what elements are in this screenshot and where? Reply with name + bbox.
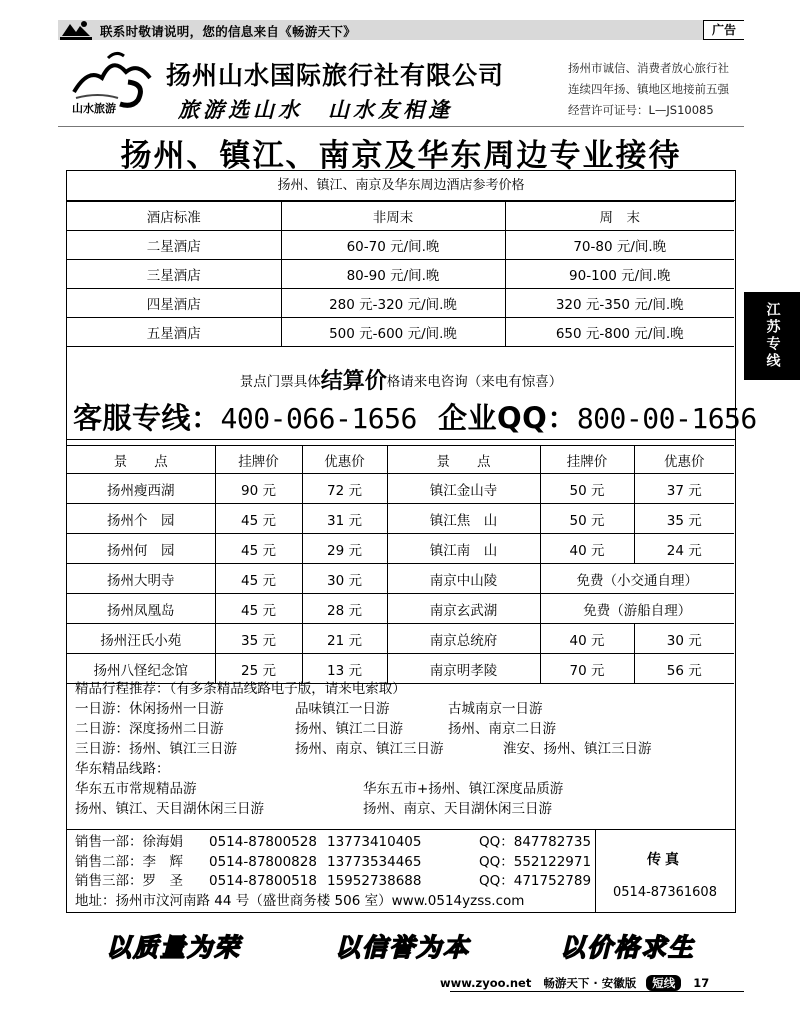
fax-box <box>595 829 734 913</box>
discount-price: 30 元 <box>634 624 734 654</box>
list-price: 35 元 <box>215 624 302 654</box>
credential-line: 扬州市诚信、消费者放心旅行社 <box>568 61 729 75</box>
footer-website: www.zyoo.net <box>440 976 532 990</box>
itinerary-item: 一日游：休闲扬州一日游 <box>75 701 224 717</box>
list-price: 40 元 <box>540 624 634 654</box>
enterprise-qq-label: 企业QQ： <box>438 401 577 435</box>
list-price: 70 元 <box>540 654 634 684</box>
hotel-grade: 五星酒店 <box>67 318 281 347</box>
motto-price: 以价格求生 <box>560 933 696 962</box>
east-china-header: 华东精品线路： <box>75 761 170 777</box>
scenic-spot: 扬州大明寺 <box>67 564 215 594</box>
list-price: 90 元 <box>215 474 302 504</box>
scenic-spot: 扬州何 园 <box>67 534 215 564</box>
weekend-price: 650 元-800 元/间.晚 <box>505 318 734 347</box>
itinerary-item: 扬州、镇江、天目湖休闲三日游 <box>75 801 264 817</box>
sales-qq: QQ：847782735 <box>479 834 592 850</box>
sales-dept: 销售一部：徐海娟 <box>75 834 183 850</box>
page-number: 17 <box>693 976 710 990</box>
source-notice: 联系时敬请说明，您的信息来自《畅游天下》 <box>100 24 357 39</box>
weekday-price: 60-70 元/间.晚 <box>281 231 505 260</box>
motto-reputation: 以信誉为本 <box>335 933 471 962</box>
itinerary-item: 品味镇江一日游 <box>295 701 390 717</box>
table-row <box>67 289 734 318</box>
discount-price: 37 元 <box>634 474 734 504</box>
itinerary-item: 华东五市常规精品游 <box>75 781 197 797</box>
sales-mobile: 13773534465 <box>327 853 422 870</box>
scenic-spot: 南京中山陵 <box>387 564 540 594</box>
table-header-row <box>67 202 734 231</box>
table-row <box>67 564 734 594</box>
free-admission-note: 免费（小交通自理） <box>540 564 734 594</box>
column-header: 挂牌价 <box>540 446 634 474</box>
weekday-price: 80-90 元/间.晚 <box>281 260 505 289</box>
discount-price: 13 元 <box>302 654 387 684</box>
agency-address: 地址：扬州市汶河南路 44 号（盛世商务楼 506 室）www.0514yzss.com <box>75 892 525 909</box>
table-row <box>67 534 734 564</box>
discount-price: 31 元 <box>302 504 387 534</box>
column-header: 周 末 <box>505 202 734 231</box>
weekday-price: 280 元-320 元/间.晚 <box>281 289 505 318</box>
column-header: 优惠价 <box>634 446 734 474</box>
service-hotline <box>73 396 757 437</box>
sales-phone: 0514-87800528 <box>209 834 317 850</box>
itinerary-item: 扬州、南京二日游 <box>448 721 556 737</box>
table-row <box>67 474 734 504</box>
discount-price: 72 元 <box>302 474 387 504</box>
scenic-spot: 镇江南 山 <box>387 534 540 564</box>
hotel-price-title: 扬州、镇江、南京及华东周边酒店参考价格 <box>277 178 525 193</box>
agency-header <box>58 42 744 127</box>
scenic-spot: 南京明孝陵 <box>387 654 540 684</box>
credential-line: 经营许可证号：L—JS10085 <box>568 103 714 117</box>
list-price: 25 元 <box>215 654 302 684</box>
credential-line: 连续四年扬、镇地区地接前五强 <box>568 82 729 96</box>
weekend-price: 90-100 元/间.晚 <box>505 260 734 289</box>
itinerary-item: 扬州、南京、天目湖休闲三日游 <box>363 801 552 817</box>
list-price: 40 元 <box>540 534 634 564</box>
sales-dept: 销售二部：李 辉 <box>75 853 183 870</box>
sales-phone: 0514-87800828 <box>209 853 317 870</box>
table-row <box>67 594 734 624</box>
scenic-spot: 扬州八怪纪念馆 <box>67 654 215 684</box>
list-price: 45 元 <box>215 564 302 594</box>
itinerary-header: 精品行程推荐：（有多条精品线路电子版，请来电索取） <box>75 681 406 697</box>
discount-price: 21 元 <box>302 624 387 654</box>
publication-logo-icon <box>58 18 94 42</box>
list-price: 50 元 <box>540 504 634 534</box>
scenic-spot: 扬州个 园 <box>67 504 215 534</box>
footer-section-badge: 短线 <box>646 975 681 991</box>
scenic-spot: 扬州瘦西湖 <box>67 474 215 504</box>
fax-title: 传真 <box>647 852 683 868</box>
sales-qq: QQ：552122971 <box>479 853 592 870</box>
discount-price: 24 元 <box>634 534 734 564</box>
itinerary-item: 扬州、镇江二日游 <box>295 721 403 737</box>
hotel-grade: 四星酒店 <box>67 289 281 318</box>
itinerary-item: 华东五市+扬州、镇江深度品质游 <box>363 781 564 797</box>
ad-content-frame <box>66 170 757 913</box>
scenic-spot: 镇江焦 山 <box>387 504 540 534</box>
itinerary-item: 三日游：扬州、镇江三日游 <box>75 741 237 757</box>
scenic-spot: 镇江金山寺 <box>387 474 540 504</box>
footer-rule <box>450 991 744 992</box>
discount-price: 56 元 <box>634 654 734 684</box>
list-price: 45 元 <box>215 534 302 564</box>
column-header: 非周末 <box>281 202 505 231</box>
ad-tag: 广告 <box>703 20 744 40</box>
itinerary-item: 扬州、南京、镇江三日游 <box>295 741 444 757</box>
column-header: 景 点 <box>387 446 540 474</box>
column-header: 景 点 <box>67 446 215 474</box>
scenic-ticket-table <box>67 445 734 684</box>
scenic-spot: 扬州凤凰岛 <box>67 594 215 624</box>
section-tab: 江苏专线 <box>744 292 800 380</box>
sales-contacts <box>67 829 734 913</box>
hotel-grade: 三星酒店 <box>67 260 281 289</box>
scenic-spot: 南京总统府 <box>387 624 540 654</box>
sales-qq: QQ：471752789 <box>479 873 592 889</box>
discount-price: 35 元 <box>634 504 734 534</box>
company-slogan: 旅游选山水 山水友相逢 <box>178 97 453 122</box>
consult-text: 格请来电咨询（来电有惊喜） <box>386 374 563 390</box>
column-header: 优惠价 <box>302 446 387 474</box>
sales-mobile: 13773410405 <box>327 834 422 850</box>
hotel-price-table <box>67 201 734 347</box>
itinerary-item: 二日游：深度扬州二日游 <box>75 721 224 737</box>
agency-credentials <box>568 58 729 121</box>
hotel-grade: 二星酒店 <box>67 231 281 260</box>
table-header-row <box>67 446 734 474</box>
sales-dept: 销售三部：罗 圣 <box>75 873 183 889</box>
sales-mobile: 15952738688 <box>327 873 422 889</box>
footer-publication: 畅游天下 · 安徽版 <box>543 976 637 990</box>
company-name: 扬州山水国际旅行社有限公司 <box>166 61 505 90</box>
table-row <box>67 260 734 289</box>
itinerary-item: 淮安、扬州、镇江三日游 <box>503 741 652 757</box>
free-admission-note: 免费（游船自理） <box>540 594 734 624</box>
motto-quality: 以质量为荣 <box>106 933 242 962</box>
consult-emphasis: 结算价 <box>320 369 387 394</box>
scenic-spot: 南京玄武湖 <box>387 594 540 624</box>
column-header: 挂牌价 <box>215 446 302 474</box>
discount-price: 29 元 <box>302 534 387 564</box>
itinerary-item: 古城南京一日游 <box>448 701 543 717</box>
table-row <box>67 624 734 654</box>
table-row <box>67 231 734 260</box>
hotline-label: 客服专线： <box>73 401 221 435</box>
sales-phone: 0514-87800518 <box>209 873 317 889</box>
weekend-price: 70-80 元/间.晚 <box>505 231 734 260</box>
discount-price: 30 元 <box>302 564 387 594</box>
table-row <box>67 504 734 534</box>
hotline-number: 400-066-1656 <box>220 402 417 435</box>
list-price: 45 元 <box>215 504 302 534</box>
fax-number: 0514-87361608 <box>613 885 717 900</box>
table-row <box>67 318 734 347</box>
discount-price: 28 元 <box>302 594 387 624</box>
enterprise-qq-number: 800-00-1656 <box>576 402 757 435</box>
logo-caption: 山水旅游 <box>72 102 116 115</box>
list-price: 50 元 <box>540 474 634 504</box>
scenic-spot: 扬州汪氏小苑 <box>67 624 215 654</box>
divider <box>67 439 735 440</box>
page-footer <box>440 975 709 991</box>
list-price: 45 元 <box>215 594 302 624</box>
main-title: 扬州、镇江、南京及华东周边专业接待 <box>120 138 682 174</box>
column-header: 酒店标准 <box>67 202 281 231</box>
weekend-price: 320 元-350 元/间.晚 <box>505 289 734 318</box>
weekday-price: 500 元-600 元/间.晚 <box>281 318 505 347</box>
consult-text: 景点门票具体 <box>239 374 321 390</box>
ticket-consult-note <box>67 364 735 395</box>
